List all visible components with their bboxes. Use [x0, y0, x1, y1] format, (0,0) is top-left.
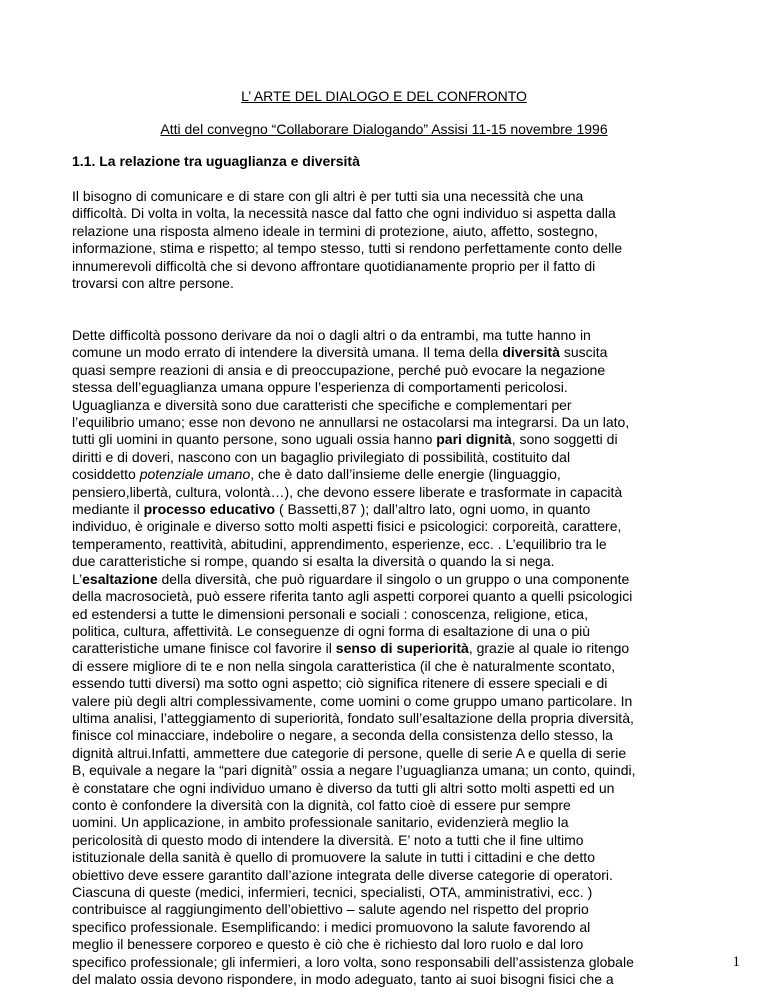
text-line: ultima analisi, l’atteggiamento di superiorità, fondato sull’esaltazione della propria diversità,: [72, 709, 634, 726]
text-line: di essere migliore di te e non nella singola caratteristica (il che è naturalmente scontato,: [72, 657, 616, 674]
text-line: innumerevoli difficoltà che si devono affrontare quotidianamente proprio per il fatto di: [72, 257, 596, 274]
text-line: del malato ossia devono rispondere, in modo adeguato, tanto ai suoi bisogni fisici che a: [72, 971, 614, 988]
document-title: L’ ARTE DEL DIALOGO E DEL CONFRONTO: [241, 88, 527, 104]
document-subtitle: Atti del convegno “Collaborare Dialogando” Assisi 11-15 novembre 1996: [160, 121, 608, 137]
emphasis-bold: pari dignità: [436, 431, 512, 448]
text-line: specifico professionale. Esemplificando: i medici promuovono la salute favorendo al: [72, 918, 591, 935]
text-line: dignità altrui.Infatti, ammettere due categorie di persone, quelle di serie A e quella di serie: [72, 744, 627, 761]
text-line: due caratteristiche si rompe, quando si esalta la diversità o quando la si nega.: [72, 553, 555, 570]
text-line: relazione una risposta almeno ideale in termini di protezione, aiuto, affetto, sostegno,: [72, 222, 598, 239]
text-line: pericolosità di questo modo di intendere la diversità. E’ noto a tutti che il fine ultimo: [72, 831, 584, 848]
emphasis-bold: esaltazione: [82, 570, 158, 587]
text-line: è constatare che ogni individuo umano è diverso da tutti gli altri sotto molti aspetti ed un: [72, 779, 615, 796]
text-line: pensiero,libertà, cultura, volontà…), che devono essere liberate e trasformate in capacità: [72, 483, 623, 500]
text-line: temperamento, reattività, abitudini, apprendimento, esperienze, ecc. . L’equilibrio tra le: [72, 535, 607, 552]
text-line: stessa dell’eguaglianza umana oppure l’esperienza di comportamenti pericolosi.: [72, 379, 568, 396]
text-line: Dette difficoltà possono derivare da noi o dagli altri o da entrambi, ma tutte hanno in: [72, 327, 591, 343]
text-line: quasi sempre reazioni di ansia e di preoccupazione, perché può evocare la negazione: [72, 361, 606, 378]
text-line: Uguaglianza e diversità sono due caratteristi che specifiche e complementari per: [72, 396, 572, 413]
text-line: mediante il processo educativo ( Bassetti,87 ); dall’altro lato, ogni uomo, in quanto: [72, 501, 591, 518]
text-line: della macrosocietà, può essere riferita tanto agli aspetti corporei quanto a quelli psicologici: [72, 588, 633, 605]
paragraph-2: [72, 327, 712, 988]
page-number: 1: [732, 954, 740, 970]
text-line: individuo, è originale e diverso sotto molti aspetti fisici e psicologici: corporeità, carattere,: [72, 518, 622, 535]
text-line: ed estendersi a tutte le dimensioni personali e sociali : conoscenza, religione, etica,: [72, 605, 588, 622]
paragraph-1: [72, 188, 712, 292]
text-line: trovarsi con altre persone.: [72, 275, 234, 292]
text-line: L’esaltazione della diversità, che può riguardare il singolo o un gruppo o una componente: [72, 570, 630, 587]
text-line: Ciascuna di queste (medici, infermieri, tecnici, specialisti, OTA, amministrativi, ecc. ): [72, 884, 593, 900]
text-line: uomini. Un applicazione, in ambito professionale sanitario, evidenzierà meglio la: [72, 814, 569, 831]
text-line: diritti e di doveri, nascono con un bagaglio privilegiato di possibilità, costituito dal: [72, 448, 571, 465]
emphasis-bold: processo educativo: [143, 501, 276, 518]
text-line: B, equivale a negare la “pari dignità” ossia a negare l’uguaglianza umana; un conto, quindi,: [72, 762, 636, 779]
text-line: tutti gli uomini in quanto persone, sono uguali ossia hanno pari dignità, sono soggetti di: [72, 431, 618, 448]
text-line: l’equilibrio umano; esse non devono ne annullarsi ne ostacolarsi ma integrarsi. Da un lato,: [72, 414, 630, 431]
text-line: contribuisce al raggiungimento dell’obiettivo – salute agendo nel rispetto del proprio: [72, 901, 589, 918]
text-line: finisce col minacciare, indebolire o negare, a seconda della consistenza dello stesso, la: [72, 727, 613, 744]
text-line: informazione, stima e rispetto; al tempo stesso, tutti si rendono perfettamente conto delle: [72, 240, 623, 257]
section-heading: 1.1. La relazione tra uguaglianza e diversità: [72, 153, 360, 169]
text-line: specifico professionale; gli infermieri, a loro volta, sono responsabili dell’assistenza globale: [72, 953, 634, 970]
text-line: cosiddetto potenziale umano, che è dato dall’insieme delle energie (linguaggio,: [72, 466, 561, 483]
emphasis-bold: diversità: [502, 344, 560, 361]
emphasis-italic: potenziale umano: [139, 466, 251, 483]
text-line: obiettivo deve essere garantito dall’azione integrata delle diverse categorie di operatori.: [72, 866, 613, 883]
text-line: politica, cultura, affettività. Le conseguenze di ogni forma di esaltazione di una o più: [72, 622, 591, 639]
text-line: difficoltà. Di volta in volta, la necessità nasce dal fatto che ogni individuo si aspetta dalla: [72, 205, 616, 222]
text-line: istituzionale della sanità è quello di promuovere la salute in tutti i cittadini e che detto: [72, 849, 595, 866]
text-line: conto è confondere la diversità con la dignità, col fatto cioè di essere pur sempre: [72, 796, 571, 813]
text-line: comune un modo errato di intendere la diversità umana. Il tema della diversità suscita: [72, 344, 608, 361]
emphasis-bold: senso di superiorità: [335, 640, 469, 657]
text-line: Il bisogno di comunicare e di stare con gli altri è per tutti sia una necessità che una: [72, 188, 584, 204]
text-line: essendo tutti diversi) ma sotto ogni aspetto; ciò significa ritenere di essere speciali e di: [72, 675, 608, 692]
text-line: meglio il benessere corporeo e questo è ciò che è richiesto dal loro ruolo e dal loro: [72, 936, 584, 953]
text-line: caratteristiche umane finisce col favorire il senso di superiorità, grazie al quale io ritengo: [72, 640, 630, 657]
text-line: valere più degli altri complessivamente, come uomini o come gruppo umano particolare. In: [72, 692, 633, 709]
